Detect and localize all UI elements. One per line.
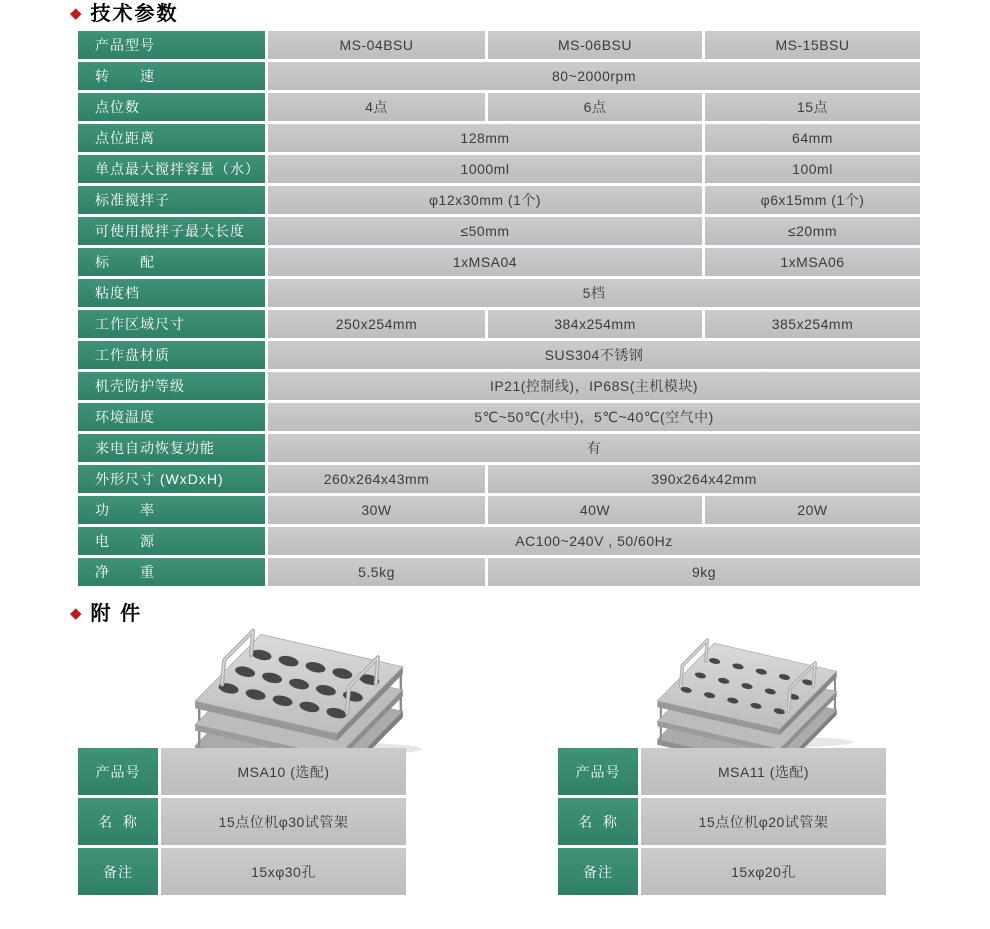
spec-cell: 30W bbox=[268, 496, 485, 524]
spec-cell: 250x254mm bbox=[268, 310, 485, 338]
spec-cell: 20W bbox=[705, 496, 920, 524]
spec-row-label: 单点最大搅拌容量（水） bbox=[78, 155, 265, 183]
spec-row-label: 机壳防护等级 bbox=[78, 372, 265, 400]
spec-row-label: 净 重 bbox=[78, 558, 265, 586]
spec-row bbox=[78, 465, 920, 493]
spec-cell: 1xMSA06 bbox=[705, 248, 920, 276]
accessory-row-value: MSA10 (选配) bbox=[161, 748, 406, 795]
spec-row-label: 功 率 bbox=[78, 496, 265, 524]
spec-row bbox=[78, 558, 920, 586]
spec-cell: MS-06BSU bbox=[488, 31, 702, 59]
spec-row bbox=[78, 62, 920, 90]
spec-row bbox=[78, 496, 920, 524]
accessory-table-msa10 bbox=[78, 748, 406, 898]
spec-cell: 384x254mm bbox=[488, 310, 702, 338]
spec-cell: 9kg bbox=[488, 558, 920, 586]
accessory-table-msa11 bbox=[558, 748, 886, 898]
spec-row-label: 可使用搅拌子最大长度 bbox=[78, 217, 265, 245]
spec-row-label: 环境温度 bbox=[78, 403, 265, 431]
accessory-row-label: 名 称 bbox=[558, 798, 638, 845]
diamond-bullet-icon: ◆ bbox=[70, 605, 82, 622]
accessory-row-label: 产品号 bbox=[558, 748, 638, 795]
spec-row-label: 产品型号 bbox=[78, 31, 265, 59]
tech-section-heading bbox=[70, 1, 179, 27]
spec-row-label: 点位距离 bbox=[78, 124, 265, 152]
accessory-row-value: 15点位机φ20试管架 bbox=[641, 798, 886, 845]
spec-cell: 5℃~50℃(水中)，5℃~40℃(空气中) bbox=[268, 403, 920, 431]
spec-row bbox=[78, 403, 920, 431]
accessories-section-heading bbox=[70, 601, 142, 627]
spec-cell: 1xMSA04 bbox=[268, 248, 702, 276]
accessory-row bbox=[558, 748, 886, 795]
spec-cell: 64mm bbox=[705, 124, 920, 152]
spec-cell: 80~2000rpm bbox=[268, 62, 920, 90]
spec-cell: ≤50mm bbox=[268, 217, 702, 245]
spec-row bbox=[78, 93, 920, 121]
spec-cell: AC100~240V , 50/60Hz bbox=[268, 527, 920, 555]
spec-row bbox=[78, 155, 920, 183]
accessories-section-title: 附 件 bbox=[90, 603, 143, 625]
accessory-row bbox=[558, 798, 886, 845]
spec-cell: 有 bbox=[268, 434, 920, 462]
spec-cell: SUS304不锈钢 bbox=[268, 341, 920, 369]
accessory-row bbox=[78, 748, 406, 795]
spec-cell: φ12x30mm (1个) bbox=[268, 186, 702, 214]
spec-cell: 100ml bbox=[705, 155, 920, 183]
spec-row-label: 粘度档 bbox=[78, 279, 265, 307]
technical-spec-table bbox=[78, 31, 920, 589]
spec-row bbox=[78, 31, 920, 59]
tech-section-title: 技术参数 bbox=[90, 3, 179, 25]
spec-cell: 385x254mm bbox=[705, 310, 920, 338]
spec-cell: IP21(控制线)，IP68S(主机模块) bbox=[268, 372, 920, 400]
spec-cell: 390x264x42mm bbox=[488, 465, 920, 493]
accessory-row-value: 15点位机φ30试管架 bbox=[161, 798, 406, 845]
spec-row-label: 点位数 bbox=[78, 93, 265, 121]
spec-row bbox=[78, 248, 920, 276]
spec-row-label: 电 源 bbox=[78, 527, 265, 555]
spec-row bbox=[78, 186, 920, 214]
spec-cell: 1000ml bbox=[268, 155, 702, 183]
spec-cell: ≤20mm bbox=[705, 217, 920, 245]
spec-row bbox=[78, 310, 920, 338]
spec-row bbox=[78, 434, 920, 462]
spec-row bbox=[78, 527, 920, 555]
spec-cell: 6点 bbox=[488, 93, 702, 121]
accessory-row bbox=[78, 798, 406, 845]
accessory-row-value: 15xφ30孔 bbox=[161, 848, 406, 895]
spec-row-label: 标准搅拌子 bbox=[78, 186, 265, 214]
rack-illustration bbox=[630, 617, 864, 750]
spec-row-label: 转 速 bbox=[78, 62, 265, 90]
spec-row bbox=[78, 124, 920, 152]
spec-row-label: 标 配 bbox=[78, 248, 265, 276]
spec-cell: 260x264x43mm bbox=[268, 465, 485, 493]
accessory-row-value: 15xφ20孔 bbox=[641, 848, 886, 895]
accessory-row-label: 备注 bbox=[558, 848, 638, 895]
spec-cell: 4点 bbox=[268, 93, 485, 121]
spec-row bbox=[78, 279, 920, 307]
spec-row bbox=[78, 341, 920, 369]
rack-photo-msa10 bbox=[163, 604, 435, 758]
spec-cell: φ6x15mm (1个) bbox=[705, 186, 920, 214]
spec-row-label: 外形尺寸 (WxDxH) bbox=[78, 465, 265, 493]
diamond-bullet-icon: ◆ bbox=[70, 5, 82, 22]
accessory-row-label: 名 称 bbox=[78, 798, 158, 845]
rack-illustration bbox=[163, 604, 435, 758]
spec-cell: 40W bbox=[488, 496, 702, 524]
accessory-row bbox=[558, 848, 886, 895]
rack-photo-msa11 bbox=[630, 617, 864, 750]
spec-cell: 15点 bbox=[705, 93, 920, 121]
spec-row-label: 来电自动恢复功能 bbox=[78, 434, 265, 462]
spec-cell: 5档 bbox=[268, 279, 920, 307]
spec-row bbox=[78, 372, 920, 400]
spec-cell: 5.5kg bbox=[268, 558, 485, 586]
spec-cell: MS-04BSU bbox=[268, 31, 485, 59]
spec-cell: MS-15BSU bbox=[705, 31, 920, 59]
spec-cell: 128mm bbox=[268, 124, 702, 152]
accessory-row-label: 备注 bbox=[78, 848, 158, 895]
spec-row-label: 工作盘材质 bbox=[78, 341, 265, 369]
accessory-row-value: MSA11 (选配) bbox=[641, 748, 886, 795]
accessory-row bbox=[78, 848, 406, 895]
spec-row bbox=[78, 217, 920, 245]
accessory-row-label: 产品号 bbox=[78, 748, 158, 795]
spec-row-label: 工作区域尺寸 bbox=[78, 310, 265, 338]
